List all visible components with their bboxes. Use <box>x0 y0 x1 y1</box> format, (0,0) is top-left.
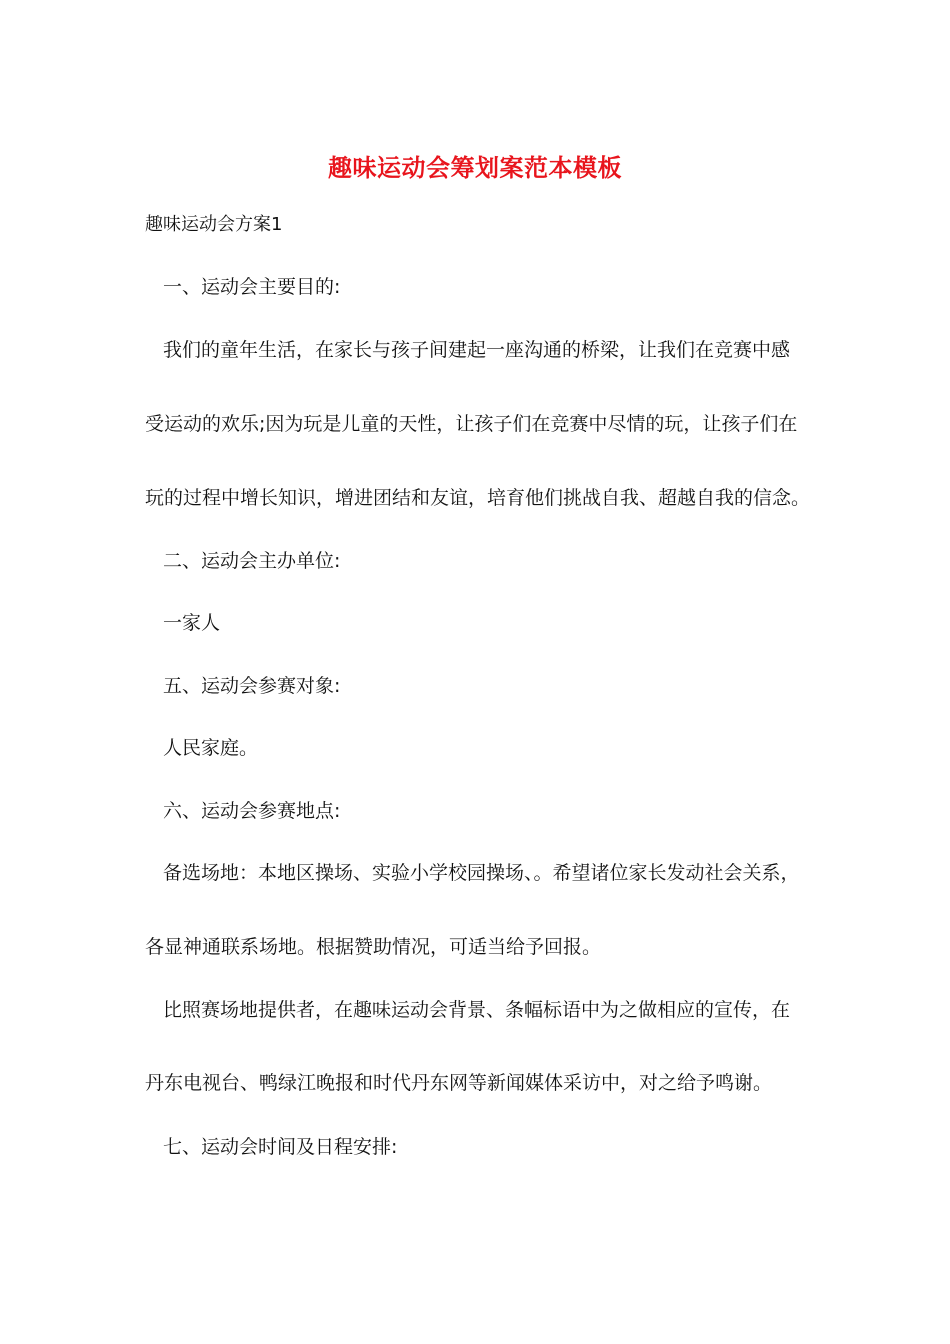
section-heading: 趣味运动会方案1 <box>145 214 283 235</box>
paragraph-line: 受运动的欢乐;因为玩是儿童的天性，让孩子们在竞赛中尽情的玩，让孩子们在 <box>145 413 798 435</box>
paragraph-line: 丹东电视台、鸭绿江晚报和时代丹东网等新闻媒体采访中，对之给予鸣谢。 <box>145 1072 773 1094</box>
section-heading: 七、运动会时间及日程安排: <box>163 1136 398 1158</box>
paragraph-line: 人民家庭。 <box>163 737 259 759</box>
paragraph-line: 一家人 <box>163 612 221 634</box>
section-heading: 五、运动会参赛对象: <box>163 675 341 697</box>
document-title: 趣味运动会筹划案范本模板 <box>328 153 622 182</box>
section-heading: 二、运动会主办单位: <box>163 550 341 572</box>
section-heading: 六、运动会参赛地点: <box>163 800 341 822</box>
paragraph-line: 我们的童年生活，在家长与孩子间建起一座沟通的桥梁，让我们在竞赛中感 <box>163 339 791 361</box>
paragraph-line: 各显神通联系场地。根据赞助情况，可适当给予回报。 <box>145 936 602 958</box>
paragraph-line: 玩的过程中增长知识，增进团结和友谊，培育他们挑战自我、超越自我的信念。 <box>145 487 811 509</box>
section-heading: 一、运动会主要目的: <box>163 276 341 298</box>
paragraph-line: 备选场地：本地区操场、实验小学校园操场、。希望诸位家长发动社会关系， <box>163 862 800 884</box>
paragraph-line: 比照赛场地提供者，在趣味运动会背景、条幅标语中为之做相应的宣传，在 <box>163 999 791 1021</box>
